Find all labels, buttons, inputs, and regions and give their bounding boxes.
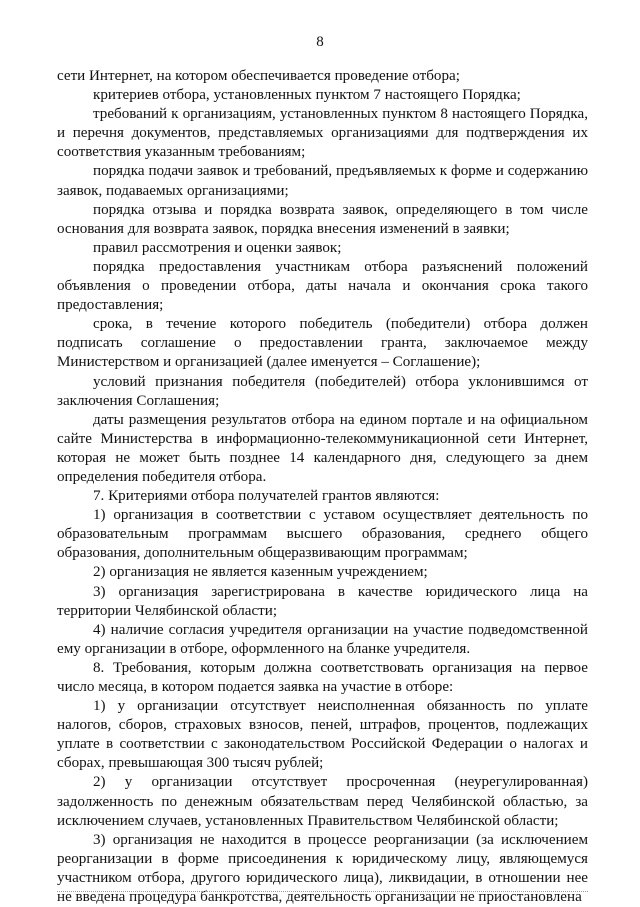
section-heading-7: 7. Критериями отбора получателей грантов являются: <box>93 488 440 505</box>
list-item: 2) у организации отсутствует просроченная (неурегулированная) задолженность по денежным обязательствам перед Челябинской областью, за исключением случаев, установленных Правительством Челябинской области; <box>57 774 588 829</box>
paragraph: требований к организациям, установленных пунктом 8 настоящего Порядка, и перечня документов, представляемых организациями для подтверждения их соответствия указанным требованиям; <box>57 106 588 161</box>
list-item: 2) организация не является казенным учреждением; <box>93 564 428 581</box>
scan-bottom-edge <box>57 891 588 892</box>
list-item: 3) организация зарегистрирована в качестве юридического лица на территории Челябинской области; <box>57 583 588 619</box>
paragraph-continuation: сети Интернет, на котором обеспечивается проведение отбора; <box>57 68 460 84</box>
paragraph: порядка отзыва и порядка возврата заявок, определяющего в том числе основания для возврата заявок, порядка внесения изменений в заявки; <box>57 201 588 237</box>
document-body <box>57 67 588 907</box>
list-item: 1) организация в соответствии с уставом осуществляет деятельность по образовательным программам высшего образования, среднего общего образования, дополнительным общеразвивающим программам; <box>57 507 588 562</box>
list-item: 4) наличие согласия учредителя организации на участие подведомственной ему организации в отборе, оформленного на бланке учредителя. <box>57 621 588 657</box>
paragraph: критериев отбора, установленных пунктом 7 настоящего Порядка; <box>93 87 521 104</box>
paragraph: порядка предоставления участникам отбора разъяснений положений объявления о проведении отбора, даты начала и окончания срока такого предоставления; <box>57 258 588 314</box>
paragraph: даты размещения результатов отбора на едином портале и на официальном сайте Министерства в информационно-телекоммуникационной сети Интернет, которая не может быть позднее 14 календарного дня, следующего за днем определения победителя отбора. <box>57 411 588 485</box>
paragraph: порядка подачи заявок и требований, предъявляемых к форме и содержанию заявок, подаваемых организациями; <box>57 163 588 199</box>
paragraph: срока, в течение которого победитель (победители) отбора должен подписать соглашение о предоставлении гранта, заключаемое между Министерством и организацией (далее именуется – Соглашение); <box>57 316 588 371</box>
paragraph: правил рассмотрения и оценки заявок; <box>93 239 342 256</box>
list-item: 1) у организации отсутствует неисполненная обязанность по уплате налогов, сборов, страховых взносов, пеней, штрафов, процентов, подлежащих уплате в соответствии с законодательством Российской Федерации о налогах и сборах, превышающая 300 тысяч рублей; <box>57 698 588 772</box>
paragraph: условий признания победителя (победителей) отбора уклонившимся от заключения Соглашения; <box>57 373 588 409</box>
list-item: 3) организация не находится в процессе реорганизации (за исключением реорганизации в форме присоединения к юридическому лицу, являющемуся участником отбора, другого юридического лица), ликвидации, в отношении нее не введена процедура банкротства, деятельность организации не приостановлена <box>57 831 588 906</box>
section-heading-8: 8. Требования, которым должна соответствовать организация на первое число месяца, в котором подается заявка на участие в отборе: <box>57 659 588 695</box>
page-number: 8 <box>316 34 324 50</box>
